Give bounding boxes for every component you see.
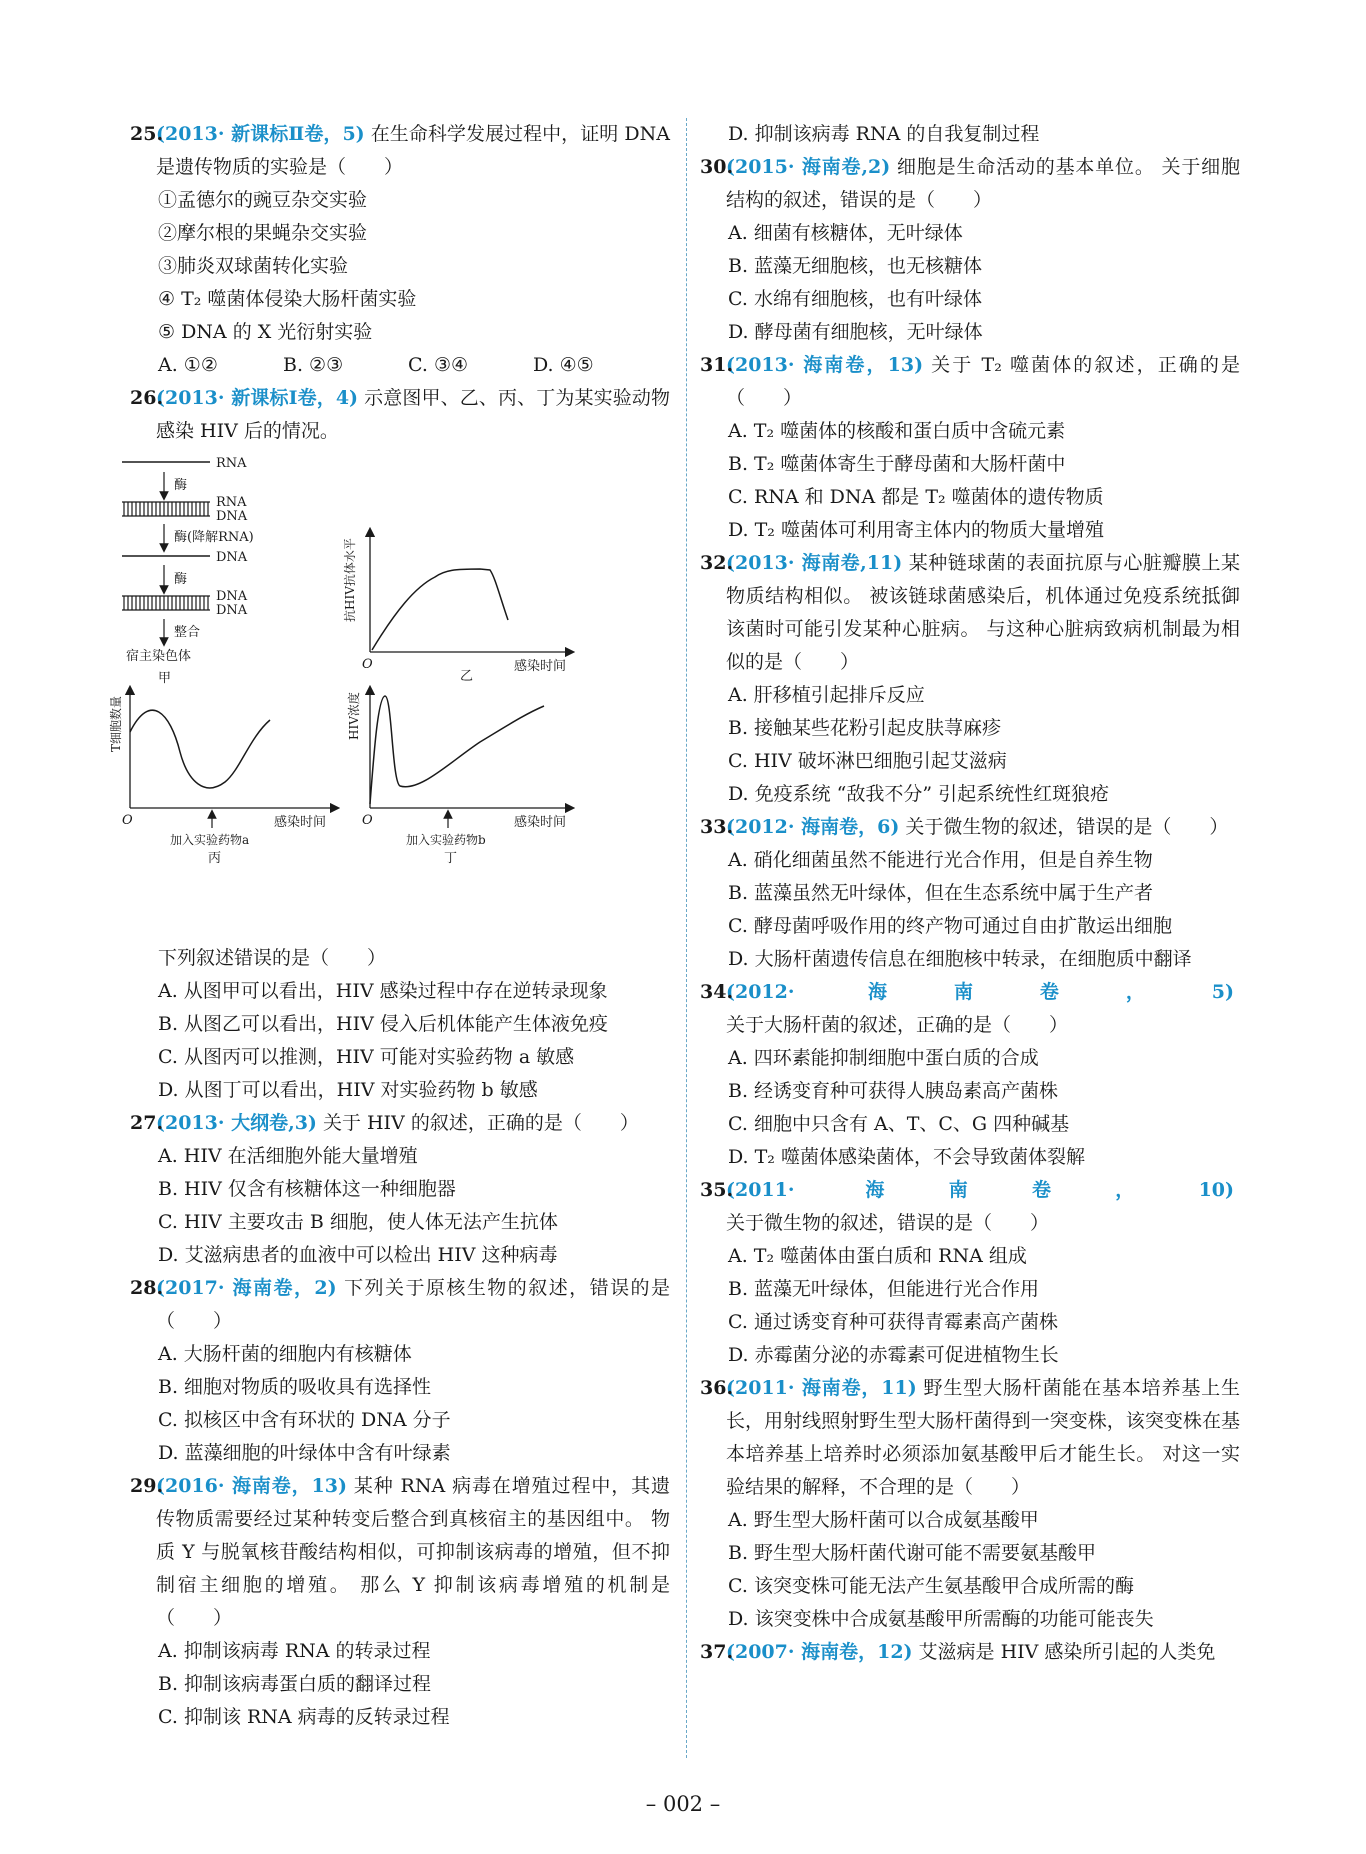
jia-step: 整合 [174, 625, 201, 640]
question-number: 32. [700, 552, 734, 574]
option-a[interactable]: A. 硝化细菌虽然不能进行光合作用，但是自养生物 [728, 849, 1153, 871]
option-b[interactable]: B. 蓝藻虽然无叶绿体，但在生态系统中属于生产者 [728, 882, 1154, 904]
jia-step: 酶 [174, 478, 188, 493]
question-29 [130, 1470, 670, 1635]
question-number: 29. [130, 1475, 164, 1497]
option-a[interactable]: A. T₂ 噬菌体的核酸和蛋白质中含硫元素 [728, 420, 1066, 442]
question-31 [700, 349, 1240, 415]
option-d[interactable]: D. 从图丁可以看出，HIV 对实验药物 b 敏感 [158, 1079, 538, 1101]
jia-step: 酶 [174, 572, 188, 587]
question-number: 31. [700, 354, 734, 376]
option-b[interactable]: B. 细胞对物质的吸收具有选择性 [158, 1376, 432, 1398]
option-c[interactable]: C. 水绵有细胞核，也有叶绿体 [728, 288, 982, 310]
question-source: (2013· 海南卷,11) [726, 552, 903, 574]
option-c[interactable]: C. HIV 破坏淋巴细胞引起艾滋病 [728, 750, 1007, 772]
option-c[interactable]: C. 拟核区中含有环状的 DNA 分子 [158, 1409, 451, 1431]
option-a[interactable]: A. 细菌有核糖体，无叶绿体 [728, 222, 963, 244]
bing-origin: O [122, 813, 133, 828]
question-27 [130, 1107, 670, 1140]
question-stem: 在生命科学发展过程中，证明 DNA 是遗传物质的实验是（ ） [156, 123, 670, 178]
option-d[interactable]: D. 蓝藻细胞的叶绿体中含有叶绿素 [158, 1442, 451, 1464]
option-a[interactable]: A. HIV 在活细胞外能大量增殖 [158, 1145, 418, 1167]
bing-xlabel: 感染时间 [274, 815, 327, 830]
question-source: (2017· 海南卷，2) [156, 1277, 337, 1299]
question-stem: 细胞是生命活动的基本单位。 关于细胞结构的叙述，错误的是（ ） [726, 156, 1240, 211]
left-column [109, 118, 671, 1734]
option-a[interactable]: A. T₂ 噬菌体由蛋白质和 RNA 组成 [728, 1245, 1027, 1267]
question-stem: 艾滋病是 HIV 感染所引起的人类免 [918, 1641, 1216, 1663]
question-number: 28. [130, 1277, 164, 1299]
jia-label: RNA [216, 495, 247, 510]
question-25 [130, 118, 670, 184]
option-b[interactable]: B. 蓝藻无细胞核，也无核糖体 [728, 255, 983, 277]
question-number: 35. [700, 1179, 734, 1201]
question-number: 37. [700, 1641, 734, 1663]
option-d[interactable]: D. 艾滋病患者的血液中可以检出 HIV 这种病毒 [158, 1244, 558, 1266]
option-d[interactable]: D. 免疫系统 “敌我不分” 引起系统性红斑狼疮 [728, 783, 1110, 805]
answer-options [130, 349, 670, 382]
diagram-ding [346, 690, 570, 866]
jia-host-label: 宿主染色体 [126, 649, 192, 664]
option-b[interactable]: B. T₂ 噬菌体寄生于酵母菌和大肠杆菌中 [728, 453, 1066, 475]
option-d[interactable]: D. 酵母菌有细胞核，无叶绿体 [728, 321, 983, 343]
option-d[interactable]: D. 赤霉菌分泌的赤霉素可促进植物生长 [728, 1344, 1059, 1366]
question-34 [700, 976, 1240, 1042]
diagram-yi [342, 532, 570, 684]
question-stem: 关于 HIV 的叙述，正确的是（ ） [322, 1112, 639, 1134]
question-32 [700, 547, 1240, 679]
question-source: (2012· 海南卷，5) [726, 981, 1234, 1003]
option-b[interactable]: B. ②③ [283, 354, 344, 376]
bing-caption: 丙 [208, 851, 222, 866]
question-source: (2007· 海南卷，12) [726, 1641, 913, 1663]
option-c[interactable]: C. 细胞中只含有 A、T、C、G 四种碱基 [728, 1113, 1070, 1135]
option-c[interactable]: C. 抑制该 RNA 病毒的反转录过程 [158, 1706, 450, 1728]
option-b[interactable]: B. HIV 仅含有核糖体这一种细胞器 [158, 1178, 456, 1200]
option-b[interactable]: B. 野生型大肠杆菌代谢可能不需要氨基酸甲 [728, 1542, 1097, 1564]
question-stem: 关于微生物的叙述，错误的是（ ） [726, 1212, 1050, 1234]
option-a[interactable]: A. 抑制该病毒 RNA 的转录过程 [158, 1640, 431, 1662]
question-number: 25. [130, 123, 164, 145]
jia-label: DNA [216, 603, 248, 618]
jia-step: 酶(降解RNA) [174, 530, 254, 545]
option-a[interactable]: A. 从图甲可以看出，HIV 感染过程中存在逆转录现象 [158, 980, 608, 1002]
question-stem: 某种 RNA 病毒在增殖过程中，其遗传物质需要经过某种转变后整合到真核宿主的基因组中。 物质 Y 与脱氧核苷酸结构相似，可抑制该病毒的增殖，但不抑制宿主细胞的增殖。 那么 Y 抑制该病毒增殖的机制是（ ） [156, 1475, 671, 1629]
option-b[interactable]: B. 接触某些花粉引起皮肤荨麻疹 [728, 717, 1002, 739]
yi-caption: 乙 [460, 669, 474, 684]
bing-ylabel: T细胞数量 [109, 695, 123, 752]
question-number: 34. [700, 981, 734, 1003]
statement-item: ②摩尔根的果蝇杂交实验 [158, 222, 368, 244]
ding-ylabel: HIV浓度 [347, 692, 361, 740]
option-b[interactable]: B. 抑制该病毒蛋白质的翻译过程 [158, 1673, 432, 1695]
question-stem: 关于大肠杆菌的叙述，正确的是（ ） [726, 1014, 1069, 1036]
bing-arrow-label: 加入实验药物a [170, 833, 250, 847]
option-d[interactable]: D. 该突变株中合成氨基酸甲所需酶的功能可能丧失 [728, 1608, 1154, 1630]
option-b[interactable]: B. 从图乙可以看出，HIV 侵入后机体能产生体液免疫 [158, 1013, 608, 1035]
option-a[interactable]: A. 野生型大肠杆菌可以合成氨基酸甲 [728, 1509, 1039, 1531]
jia-label: DNA [216, 589, 248, 604]
column-divider [686, 118, 687, 1758]
question-source: (2013· 海南卷，13) [726, 354, 924, 376]
question-30 [700, 151, 1240, 217]
option-a[interactable]: A. 大肠杆菌的细胞内有核糖体 [158, 1343, 412, 1365]
question-33 [700, 811, 1240, 844]
question-stem: 下列关于原核生物的叙述，错误的是（ ） [156, 1277, 670, 1332]
question-37 [700, 1636, 1240, 1669]
question-source: (2013· 新课标Ⅰ卷，4) [156, 387, 359, 409]
question-source: (2012· 海南卷，6) [726, 816, 900, 838]
option-c[interactable]: C. 该突变株可能无法产生氨基酸甲合成所需的酶 [728, 1575, 1134, 1597]
question-number: 30. [700, 156, 734, 178]
ding-origin: O [362, 813, 373, 828]
question-number: 36. [700, 1377, 734, 1399]
option-c[interactable]: C. 通过诱变育种可获得青霉素高产菌株 [728, 1311, 1058, 1333]
question-stem: 某种链球菌的表面抗原与心脏瓣膜上某物质结构相似。 被该链球菌感染后，机体通过免疫系统抵御该菌时可能引发某种心脏病。 与这种心脏病致病机制最为相似的是（ ） [726, 552, 1240, 673]
hiv-figure [109, 452, 670, 942]
question-stem: 示意图甲、乙、丙、丁为某实验动物感染 HIV 后的情况。 [156, 387, 670, 442]
statement-item: ④ T₂ 噬菌体侵染大肠杆菌实验 [158, 288, 417, 310]
option-d[interactable]: D. T₂ 噬菌体感染菌体，不会导致菌体裂解 [728, 1146, 1085, 1168]
question-prompt: 下列叙述错误的是（ ） [158, 947, 387, 969]
statement-item: ③肺炎双球菌转化实验 [158, 255, 349, 277]
diagram-bing [108, 690, 335, 866]
yi-ylabel: 抗HIV抗体水平 [343, 538, 357, 622]
yi-origin: O [362, 657, 373, 672]
question-28 [130, 1272, 670, 1338]
ding-arrow-label: 加入实验药物b [406, 833, 486, 847]
question-36 [700, 1372, 1240, 1504]
jia-label: RNA [216, 456, 247, 471]
question-source: (2015· 海南卷,2) [726, 156, 891, 178]
jia-label: DNA [216, 509, 248, 524]
statement-item: ①孟德尔的豌豆杂交实验 [158, 189, 368, 211]
option-c[interactable]: C. HIV 主要攻击 B 细胞，使人体无法产生抗体 [158, 1211, 558, 1233]
ding-xlabel: 感染时间 [514, 815, 567, 830]
right-column [700, 118, 1240, 1669]
question-number: 33. [700, 816, 734, 838]
option-a[interactable]: A. 肝移植引起排斥反应 [728, 684, 925, 706]
question-number: 26. [130, 387, 164, 409]
ding-caption: 丁 [444, 851, 458, 866]
option-d[interactable]: D. 抑制该病毒 RNA 的自我复制过程 [728, 123, 1040, 145]
option-a[interactable]: A. ①② [158, 354, 218, 376]
option-d[interactable]: D. ④⑤ [533, 354, 594, 376]
question-source: (2013· 新课标Ⅱ卷，5) [156, 123, 365, 145]
question-source: (2016· 海南卷，13) [156, 1475, 347, 1497]
diagram-jia [122, 456, 254, 686]
option-b[interactable]: B. 蓝藻无叶绿体，但能进行光合作用 [728, 1278, 1040, 1300]
question-stem: 关于 T₂ 噬菌体的叙述，正确的是（ ） [726, 354, 1241, 409]
option-c[interactable]: C. 从图丙可以推测，HIV 可能对实验药物 a 敏感 [158, 1046, 575, 1068]
jia-label: DNA [216, 550, 248, 565]
option-c[interactable]: C. 酵母菌呼吸作用的终产物可通过自由扩散运出细胞 [728, 915, 1172, 937]
option-b[interactable]: B. 经诱变育种可获得人胰岛素高产菌株 [728, 1080, 1059, 1102]
yi-xlabel: 感染时间 [514, 659, 567, 674]
question-stem: 关于微生物的叙述，错误的是（ ） [905, 816, 1229, 838]
question-35 [700, 1174, 1240, 1240]
option-c[interactable]: C. RNA 和 DNA 都是 T₂ 噬菌体的遗传物质 [728, 486, 1104, 508]
page-number: – 002 – [645, 1792, 721, 1816]
question-source: (2011· 海南卷，10) [726, 1179, 1234, 1201]
option-c[interactable]: C. ③④ [408, 354, 469, 376]
option-d[interactable]: D. T₂ 噬菌体可利用寄主体内的物质大量增殖 [728, 519, 1104, 541]
question-26 [130, 382, 670, 448]
question-source: (2013· 大纲卷,3) [156, 1112, 317, 1134]
question-source: (2011· 海南卷，11) [726, 1377, 917, 1399]
option-a[interactable]: A. 四环素能抑制细胞中蛋白质的合成 [728, 1047, 1039, 1069]
statement-item: ⑤ DNA 的 X 光衍射实验 [158, 321, 373, 343]
question-number: 27. [130, 1112, 164, 1134]
jia-caption: 甲 [158, 671, 172, 686]
hiv-diagrams [109, 452, 670, 942]
question-stem: 野生型大肠杆菌能在基本培养基上生长，用射线照射野生型大肠杆菌得到一突变株，该突变株在基本培养基上培养时必须添加氨基酸甲后才能生长。 对这一实验结果的解释，不合理的是（ ） [726, 1377, 1240, 1498]
option-d[interactable]: D. 大肠杆菌遗传信息在细胞核中转录，在细胞质中翻译 [728, 948, 1192, 970]
